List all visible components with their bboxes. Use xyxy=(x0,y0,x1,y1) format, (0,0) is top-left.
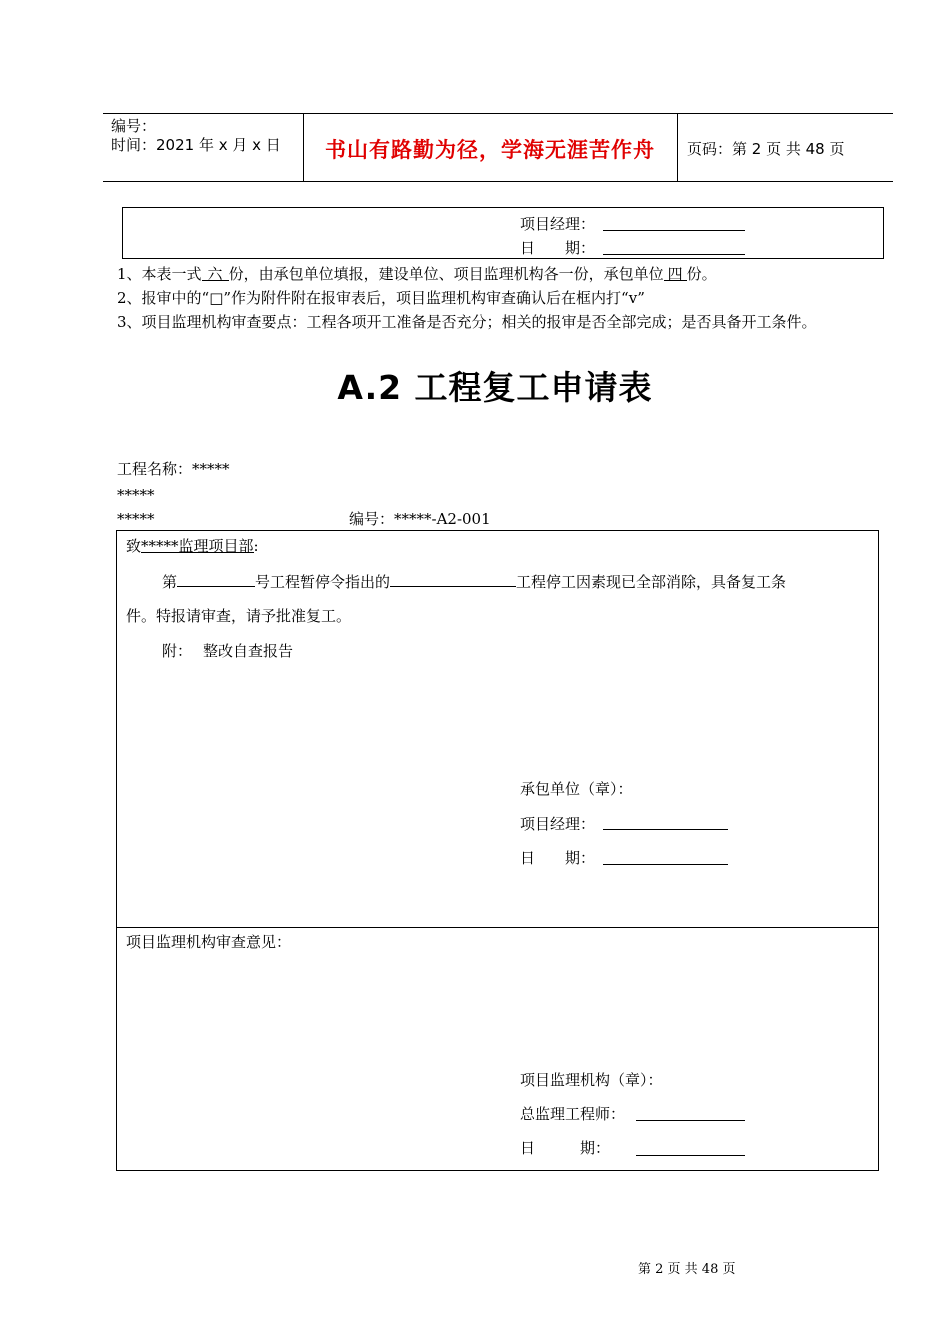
header-divider-right xyxy=(677,113,678,181)
previous-date-underline xyxy=(603,254,745,255)
note-2: 2、报审中的“□”作为附件附在报审表后，项目监理机构审查确认后在框内打“v” xyxy=(117,289,645,307)
note-1-prefix: 1、本表一式 xyxy=(117,265,202,283)
resume-statement-line-1 xyxy=(162,570,786,592)
header-page-info: 页码：第 2 页 共 48 页 xyxy=(687,140,845,158)
page-footer: 第 2 页 共 48 页 xyxy=(638,1262,736,1277)
previous-manager-label: 项目经理： xyxy=(520,215,596,233)
previous-table-box xyxy=(122,207,884,259)
contractor-manager-underline xyxy=(603,829,728,830)
previous-date-label: 日 期： xyxy=(520,239,596,257)
addressee-suffix: : xyxy=(253,537,259,555)
note-3: 3、项目监理机构审查要点：工程各项开工准备是否充分；相关的报审是否全部完成；是否具备开工条件。 xyxy=(117,313,817,331)
supervisor-date-label: 日 期： xyxy=(520,1139,611,1157)
attachment-item: 整改自查报告 xyxy=(203,642,294,660)
previous-manager-underline xyxy=(603,230,745,231)
contractor-date-underline xyxy=(603,864,728,865)
statement-prefix: 第 xyxy=(162,573,178,591)
addressee-prefix: 致 xyxy=(126,537,142,555)
form-section-divider xyxy=(116,927,879,928)
header-bottom-rule xyxy=(103,181,893,182)
header-motto: 书山有路勤为径，学海无涯苦作舟 xyxy=(325,138,655,162)
statement-middle: 号工程暂停令指出的 xyxy=(255,573,391,591)
work-item-field[interactable] xyxy=(390,570,516,587)
contractor-seal-label: 承包单位（章）： xyxy=(520,780,633,798)
project-name: 工程名称：***** xyxy=(117,460,230,478)
header-divider-left xyxy=(303,113,304,181)
statement-suffix: 工程停工因素现已全部消除，具备复工条 xyxy=(516,573,787,591)
note-1-copies: 六 xyxy=(202,264,229,281)
form-number: 编号：*****-A2-001 xyxy=(349,510,491,528)
chief-engineer-underline xyxy=(636,1120,745,1121)
project-line-3: ***** xyxy=(117,510,155,528)
contractor-manager-label: 项目经理： xyxy=(520,815,596,833)
header-top-rule xyxy=(103,113,893,114)
supervisor-date-underline xyxy=(636,1155,745,1156)
project-line-2: ***** xyxy=(117,486,155,504)
chief-engineer-label: 总监理工程师： xyxy=(520,1105,626,1123)
note-1-middle: 份，由承包单位填报，建设单位、项目监理机构各一份，承包单位 xyxy=(228,265,664,283)
note-1 xyxy=(117,264,717,284)
attachment-label: 附： xyxy=(162,642,193,660)
addressee-org: *****监理项目部 xyxy=(141,537,254,555)
application-form-box xyxy=(116,530,879,1171)
supervisor-seal-label: 项目监理机构（章）： xyxy=(520,1071,663,1089)
review-opinion-label: 项目监理机构审查意见： xyxy=(126,933,292,951)
note-1-keep: 四 xyxy=(664,264,687,281)
suspension-order-number-field[interactable] xyxy=(177,570,255,587)
document-time: 时间：2021 年 x 月 x 日 xyxy=(111,136,281,154)
resume-statement-line-2: 件。特报请审查，请予批准复工。 xyxy=(126,607,352,625)
document-number-label: 编号： xyxy=(111,117,157,135)
note-1-suffix: 份。 xyxy=(686,265,717,283)
addressee xyxy=(126,536,259,556)
form-title: A.2 工程复工申请表 xyxy=(337,368,653,407)
contractor-date-label: 日 期： xyxy=(520,849,596,867)
